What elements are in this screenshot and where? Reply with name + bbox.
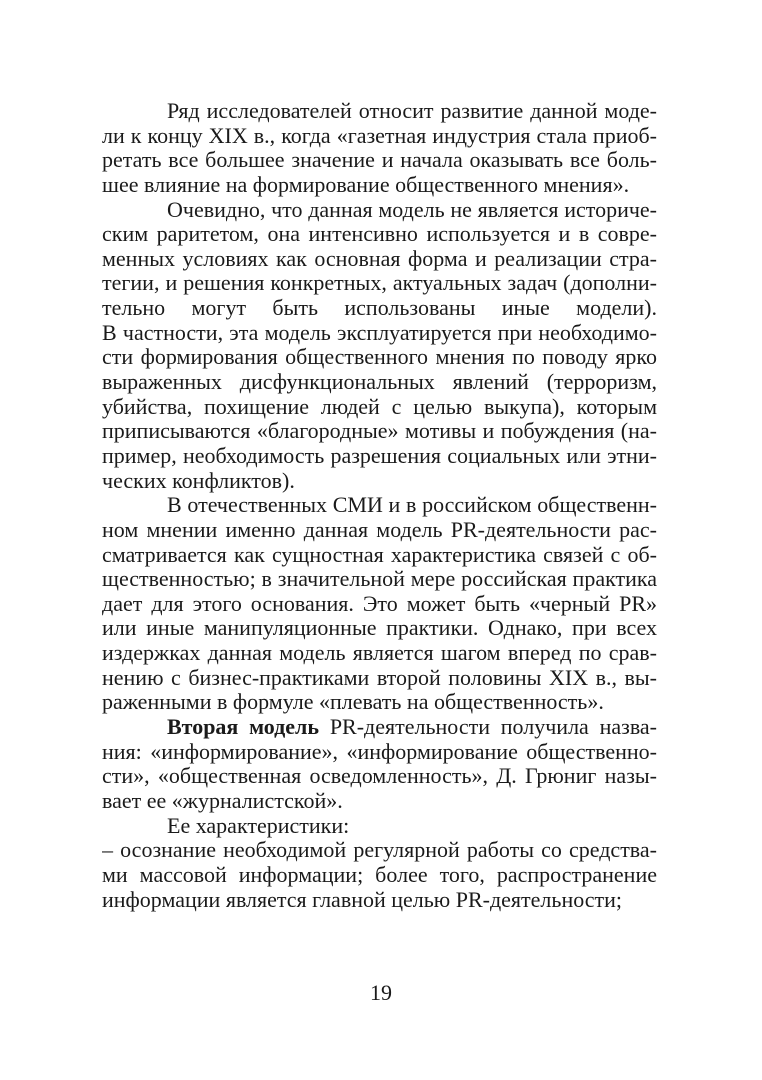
text-line: тегии, и решения конкретных, актуальных задач (дополни- bbox=[102, 271, 657, 296]
text-line: В частности, эта модель эксплуатируется при необходимо- bbox=[102, 320, 657, 345]
text-line: Ее характеристики: bbox=[167, 813, 350, 838]
text-line: нению с бизнес-практиками второй половины XIX в., вы- bbox=[102, 665, 657, 690]
text-line: менных условиях как основная форма и реализации стра- bbox=[102, 246, 657, 271]
text-line: В отечественных СМИ и в российском общественн- bbox=[167, 493, 657, 518]
paragraph-5 bbox=[102, 814, 657, 839]
text-line: раженными в формуле «плевать на общественность». bbox=[102, 690, 604, 715]
text-line: – осознание необходимой регулярной работы со средства- bbox=[102, 838, 657, 863]
text-line: щественностью; в значительной мере российская практика bbox=[102, 567, 657, 592]
page-body bbox=[102, 99, 657, 912]
text-run: PR-деятельности получила назва- bbox=[319, 715, 657, 740]
text-line: выраженных дисфункциональных явлений (терроризм, bbox=[102, 370, 657, 395]
text-line: шее влияние на формирование общественного мнения». bbox=[102, 172, 630, 197]
text-line: дает для этого основания. Это может быть «черный PR» bbox=[102, 591, 657, 616]
text-line: или иные манипуляционные практики. Однако, при всех bbox=[102, 616, 657, 641]
paragraph-2 bbox=[102, 198, 657, 494]
text-line: ном мнении именно данная модель PR-деятельности рас- bbox=[102, 517, 657, 542]
text-line: ли к концу XIX в., когда «газетная индустрия стала приоб- bbox=[102, 123, 657, 148]
text-line: информации является главной целью PR-деятельности; bbox=[102, 887, 623, 912]
text-line: сти», «общественная осведомленность», Д. Грюниг назы- bbox=[102, 764, 657, 789]
text-line: тельно могут быть использованы иные модели). bbox=[102, 296, 657, 321]
paragraph-1 bbox=[102, 99, 657, 198]
text-line bbox=[102, 715, 657, 740]
text-line: приписываются «благородные» мотивы и побуждения (на- bbox=[102, 419, 657, 444]
text-line: ческих конфликтов). bbox=[102, 468, 295, 493]
text-line: пример, необходимость разрешения социальных или этни- bbox=[102, 443, 657, 468]
text-line: ния: «информирование», «информирование общественно- bbox=[102, 739, 657, 764]
text-line: сматривается как сущностная характеристика связей с об- bbox=[102, 542, 657, 567]
text-line: сти формирования общественного мнения по поводу ярко bbox=[102, 345, 657, 370]
paragraph-3 bbox=[102, 493, 657, 715]
text-line: вает ее «журналистской». bbox=[102, 788, 343, 813]
paragraph-6 bbox=[102, 838, 657, 912]
text-line: Очевидно, что данная модель не является историче- bbox=[167, 197, 657, 222]
text-line: ским раритетом, она интенсивно используется и в совре- bbox=[102, 222, 657, 247]
text-line: издержках данная модель является шагом вперед по срав- bbox=[102, 641, 657, 666]
text-line: убийства, похищение людей с целью выкупа), которым bbox=[102, 394, 657, 419]
text-line: ретать все большее значение и начала оказывать все боль- bbox=[102, 148, 657, 173]
text-line: Ряд исследователей относит развитие данной моде- bbox=[167, 99, 657, 123]
paragraph-4 bbox=[102, 715, 657, 814]
text-line: ми массовой информации; более того, распространение bbox=[102, 862, 657, 887]
page-number: 19 bbox=[370, 980, 392, 1005]
bold-term: Вторая модель bbox=[167, 715, 320, 740]
